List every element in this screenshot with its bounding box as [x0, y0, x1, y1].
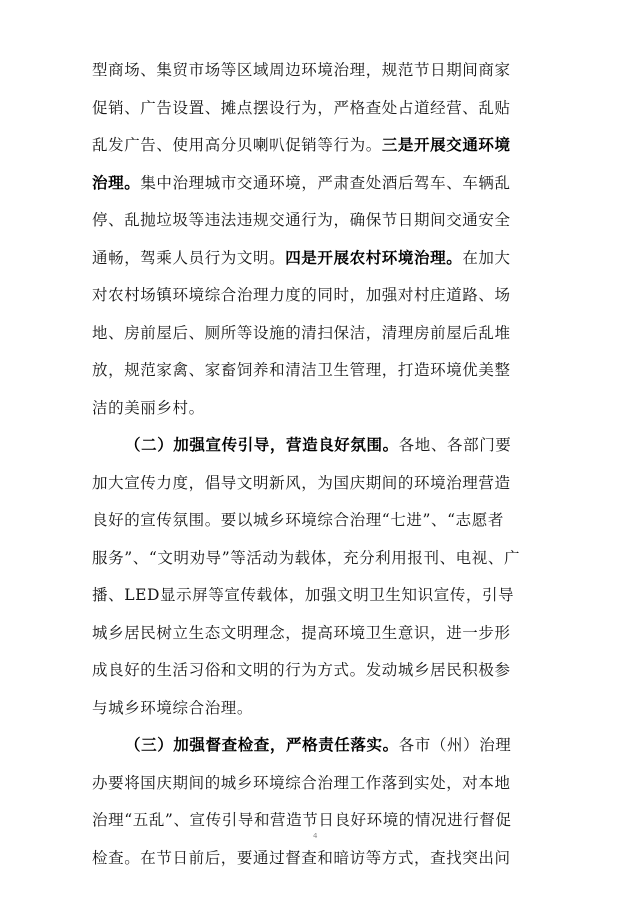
text-run: 检查。在节日前后，要通过督查和暗访等方式，查找突出问 — [92, 848, 511, 867]
text-run: 成良好的生活习俗和文明的行为方式。发动城乡居民积极参 — [92, 661, 511, 679]
text-line — [92, 52, 562, 90]
text-run: 停、乱抛垃圾等违法违规交通行为，确保节日期间交通安全 — [92, 211, 511, 229]
section-heading-line — [92, 727, 562, 765]
text-line — [92, 277, 562, 315]
text-line — [92, 127, 562, 165]
text-line — [92, 502, 562, 540]
text-line — [92, 352, 562, 390]
section-heading: （二）加强宣传引导，营造良好氛围。 — [125, 436, 399, 454]
text-run: 办要将国庆期间的城乡环境综合治理工作落到实处，对本地 — [92, 773, 511, 792]
text-run: 乱发广告、使用高分贝喇叭促销等行为。 — [92, 136, 382, 154]
text-run: 促销、广告设置、摊点摆设行为，严格查处占道经营、乱贴 — [92, 98, 511, 117]
text-line — [92, 90, 562, 128]
bold-lead-phrase: 四是开展农村环境治理。 — [285, 248, 463, 267]
text-run: 洁的美丽乡村。 — [92, 398, 205, 417]
text-run: 良好的宣传氛围。要以城乡环境综合治理“七进”、“志愿者 — [92, 511, 504, 529]
text-run: 对农村场镇环境综合治理力度的同时，加强对村庄道路、场 — [92, 286, 511, 304]
text-line — [92, 465, 562, 503]
document-body — [92, 52, 562, 877]
text-run: 各市（州）治理 — [398, 736, 512, 754]
text-line — [92, 165, 562, 203]
text-run: 加大宣传力度，倡导文明新风，为国庆期间的环境治理营造 — [92, 473, 511, 492]
text-line — [92, 240, 562, 278]
text-line — [92, 202, 562, 240]
page-number: 4 — [313, 832, 318, 840]
text-line — [92, 540, 562, 578]
text-run: 服务”、“文明劝导”等活动为载体，充分利用报刊、电视、广 — [92, 548, 521, 567]
bold-lead-phrase: 治理。 — [92, 173, 141, 192]
text-run: 城乡居民树立生态文明理念，提高环境卫生意识，进一步形 — [92, 623, 511, 642]
text-line — [92, 802, 562, 840]
text-line — [92, 690, 562, 728]
text-run: 播、LED显示屏等宣传载体，加强文明卫生知识宣传，引导 — [92, 586, 515, 604]
text-run: 型商场、集贸市场等区域周边环境治理，规范节日期间商家 — [92, 61, 511, 79]
text-line — [92, 390, 562, 428]
text-run: 与城乡环境综合治理。 — [92, 698, 254, 717]
text-run: 通畅，驾乘人员行为文明。 — [92, 248, 286, 267]
text-line — [92, 577, 562, 615]
bold-lead-phrase: 三是开展交通环境 — [381, 136, 511, 154]
text-run: 治理“五乱”、宣传引导和营造节日良好环境的情况进行督促 — [92, 811, 512, 829]
section-heading: （三）加强督查检查，严格责任落实。 — [125, 736, 399, 754]
section-heading-line — [92, 427, 562, 465]
text-line — [92, 840, 562, 878]
text-run: 放，规范家禽、家畜饲养和清洁卫生管理，打造环境优美整 — [92, 361, 511, 379]
text-run: 集中治理城市交通环境，严肃查处酒后驾车、车辆乱 — [140, 173, 511, 192]
text-line — [92, 615, 562, 653]
text-run: 各地、各部门要 — [398, 436, 512, 454]
text-line — [92, 765, 562, 803]
text-run: 地、房前屋后、厕所等设施的清扫保洁，清理房前屋后乱堆 — [92, 323, 511, 342]
text-run: 在加大 — [462, 248, 511, 267]
text-line — [92, 652, 562, 690]
text-line — [92, 315, 562, 353]
